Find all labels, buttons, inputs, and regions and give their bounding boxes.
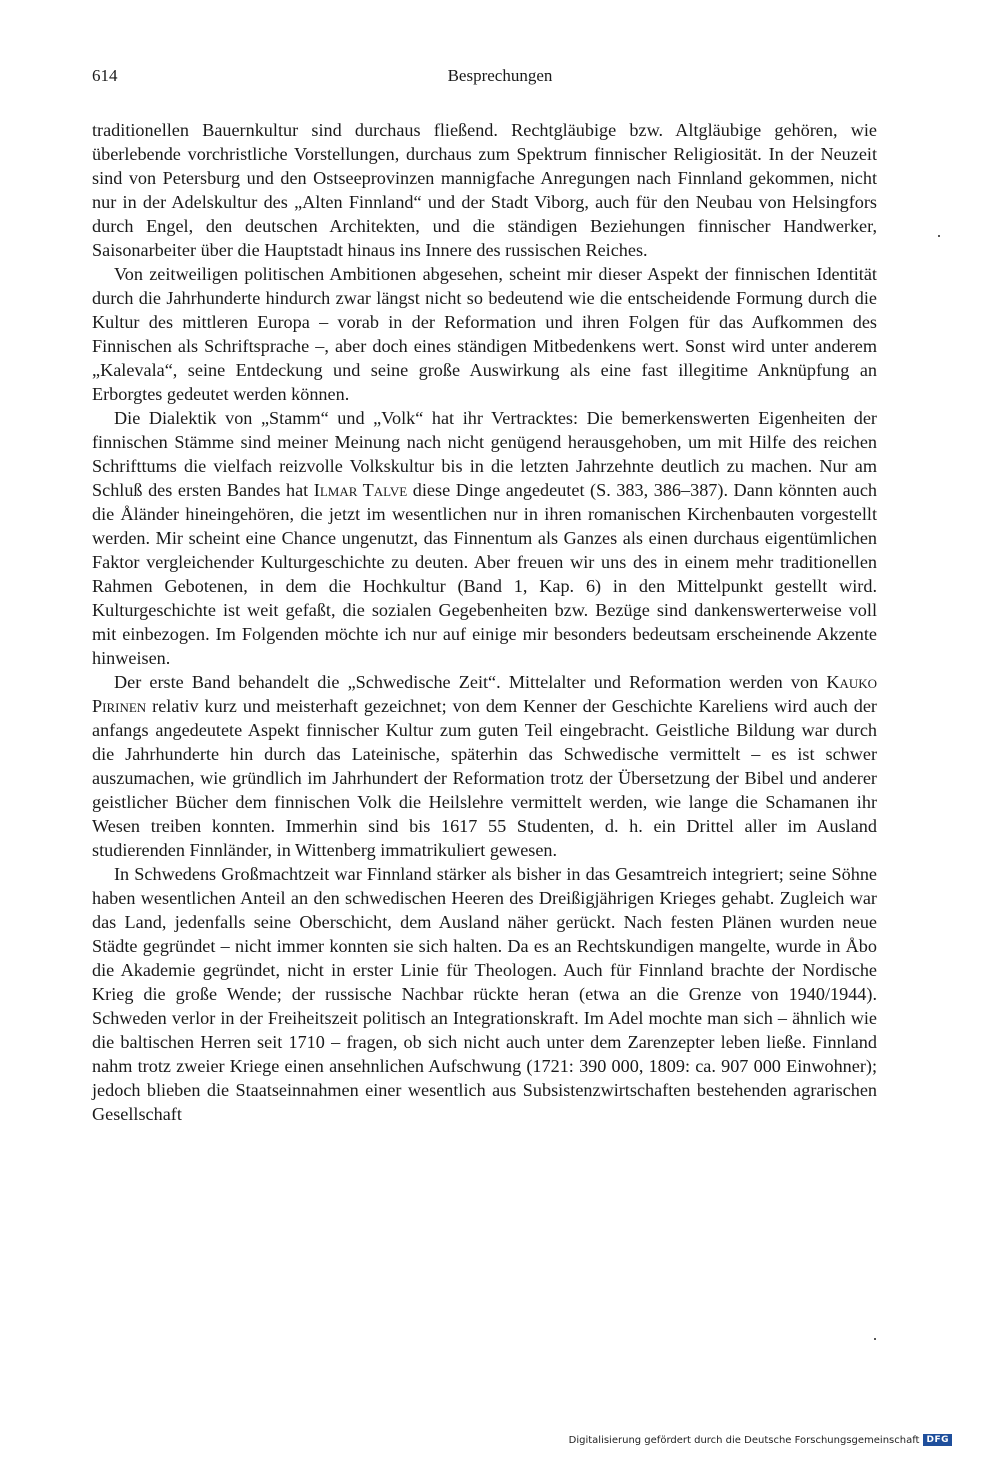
author-name-pirinen: Kauko Pirinen	[92, 672, 877, 716]
paragraph-4	[92, 670, 877, 862]
scan-speck	[938, 235, 940, 237]
page-number: 614	[92, 66, 118, 85]
paragraph-3-text-a: Die Dialektik von „Stamm“ und „Volk“ hat ihr Vertracktes: Die bemerkenswerten Eigenheiten der finnischen Stämme sind meiner Meinung nach nicht genügend herausgehoben, um mit Hilfe des reichen Schrifttums die vielfach reizvolle Volkskultur bis in die letzten Jahrzehnte deutlich zu machen. Nur am Schluß des ersten Bandes hat	[92, 408, 877, 500]
footer-credit: Digitalisierung gefördert durch die Deutsche Forschungsgemeinschaft	[568, 1434, 920, 1446]
paragraph-4-text-a: Der erste Band behandelt die „Schwedische Zeit“. Mittelalter und Reformation werden von	[114, 672, 827, 692]
paragraph-2: Von zeitweiligen politischen Ambitionen abgesehen, scheint mir dieser Aspekt der finnischen Identität durch die Jahrhunderte hindurch zwar längst nicht so bedeutend wie die entscheidende Formung durch die Kultur des mittleren Europa – vorab in der Reformation und ihren Folgen für das Aufkommen des Finnischen als Schriftsprache –, aber doch eines ständigen Mitbedenkens wert. Sonst wird unter anderem „Kalevala“, seine Entdeckung und seine große Auswirkung als eine fast illegitime Anknüpfung an Erborgtes gedeutet werden können.	[92, 264, 877, 404]
body-text	[92, 118, 877, 1126]
paragraph-4-text-b: relativ kurz und meisterhaft gezeichnet; von dem Kenner der Geschichte Kareliens wird auch der anfangs angedeutete Aspekt finnischer Kultur zum guten Teil eingebracht. Geistliche Bildung war durch die Jahrhunderte hin durch das Lateinische, späterhin das Schwedische vermittelt – es ist schwer auszumachen, wie gründlich im Jahrhundert der Reformation trotz der Übersetzung der Bibel und anderer geistlicher Bücher dem finnischen Volk die Heilslehre vermittelt werden, wie lange die Schamanen ihr Wesen treiben konnten. Immerhin sind bis 1617 55 Studenten, d. h. ein Drittel aller im Ausland studierenden Finnländer, in Wittenberg immatrikuliert gewesen.	[92, 696, 877, 860]
paragraph-5: In Schwedens Großmachtzeit war Finnland stärker als bisher in das Gesamtreich integriert; seine Söhne haben wesentlichen Anteil an den schwedischen Heeren des Dreißigjährigen Krieges gehabt. Zugleich war das Land, jedenfalls seine Oberschicht, dem Ausland näher gerückt. Nach festen Plänen wurden neue Städte gegründet – nicht immer konnten sie sich halten. Da es an Rechtskundigen mangelte, wurde in Åbo die Akademie gegründet, nicht in erster Linie für Theologen. Auch für Finnland brachte der Nordische Krieg die große Wende; der russische Nachbar rückte heran (etwa an die Grenze von 1940/1944). Schweden verlor in der Freiheitszeit politisch an Integrationskraft. Im Adel mochte man sich – ähnlich wie die baltischen Herren seit 1710 – fragen, ob sich nicht auch unter dem Zarenzepter leben ließe. Finnland nahm trotz zweier Kriege einen ansehnlichen Aufschwung (1721: 390 000, 1809: ca. 907 000 Einwohner); jedoch blieben die Staatseinnahmen einer wesentlich aus Subsistenzwirtschaften bestehenden agrarischen Gesellschaft	[92, 864, 877, 1124]
paragraph-3	[92, 406, 877, 670]
paragraph-3-text-b: diese Dinge angedeutet (S. 383, 386–387). Dann könnten auch die Åländer hineingehören, die jetzt im wesentlichen nur in ihren romanischen Kirchenbauten vorgestellt werden. Mir scheint eine Chance ungenutzt, das Finnentum als Ganzes als einen durchaus eigentümlichen Faktor vergleichender Kulturgeschichte zu deuten. Aber freuen wir uns des in einem mehr traditionellen Rahmen Gebotenen, in dem die Hochkultur (Band 1, Kap. 6) in den Mittelpunkt gestellt wird. Kulturgeschichte ist weit gefaßt, die sozialen Gegebenheiten bzw. Bezüge sind dankenswerterweise voll mit einbezogen. Im Folgenden möchte ich nur auf einige mir besonders bedeutsam erscheinende Akzente hinweisen.	[92, 480, 878, 668]
digitization-footer	[569, 1434, 952, 1446]
author-name-talve: Ilmar Talve	[313, 480, 408, 500]
paragraph-1: traditionellen Bauernkultur sind durchaus fließend. Rechtgläubige bzw. Altgläubige gehören, wie überlebende vorchristliche Vorstellungen, durchaus zum Spektrum finnischer Religiosität. In der Neuzeit sind von Petersburg und den Ostseeprovinzen mannigfache Anregungen nach Finnland gekommen, nicht nur in der Adelskultur des „Alten Finnland“ und der Stadt Viborg, auch für den Neubau von Helsingfors durch Engel, den deutschen Architekten, und die ständigen Beziehungen finnischer Handwerker, Saisonarbeiter über die Hauptstadt hinaus ins Innere des russischen Reiches.	[92, 120, 877, 260]
running-header: Besprechungen	[447, 66, 553, 85]
dfg-logo: DFG	[923, 1434, 952, 1446]
scan-speck	[874, 1338, 876, 1340]
